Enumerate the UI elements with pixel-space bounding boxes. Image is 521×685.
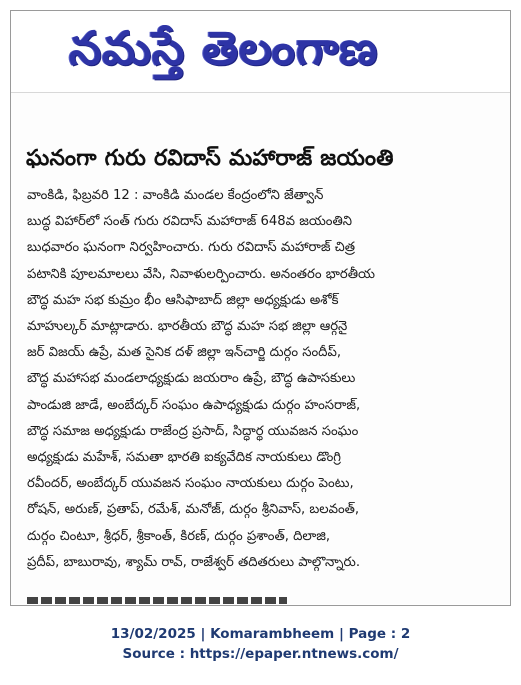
article-body-line: పాండుజి జాడే, అంబేద్కర్ సంఘం ఉపాధ్యక్షుడు దుర్గం హంసరాజ్, [27,397,361,413]
article-body-line: బుధవారం ఘనంగా నిర్వహించారు. గురు రవిదాస్ మహారాజ్ చిత్ర [27,240,356,256]
cutoff-next-headline [27,597,287,604]
footer-date-line: 13/02/2025 | Komarambheem | Page : 2 [110,626,411,642]
article-body-line: బుద్ధ విహార్‌లో సంత్ గురు రవిదాస్ మహారాజ్ 648వ జయంతిని [27,214,353,230]
article-body-line: బౌద్ధ సమాజ అధ్యక్షుడు రాజేంద్ర ప్రసాద్, సిద్ధార్థ యువజన సంఘం [27,423,359,439]
article-body-line: వాంకిడి, ఫిబ్రవరి 12 : వాంకిడి మండల కేంద్రంలోని జేత్వాన్ [27,188,324,203]
article-body-line: జర్ విజయ్ ఉప్రే, మత సైనిక దళ్ జిల్లా ఇన్‌చార్జి దుర్గం సందీప్, [27,345,342,361]
footer-date-edition-page [0,626,521,642]
article-body-line: మాహుల్కర్ మాట్లాడారు. భారతీయ బౌద్ధ మహ సభ జిల్లా ఆర్గనై [27,319,348,335]
article-body [27,183,500,576]
article-body-line: పటానికి పూలమాలలు వేసి, నివాళులర్పించారు. అనంతరం భారతీయ [27,266,375,282]
footer-source-line: Source : https://epaper.ntnews.com/ [122,646,399,662]
article-body-line: ప్రదీప్, బాబురావు, శ్యామ్ రావ్, రాజేశ్వర్ తదితరులు పాల్గొన్నారు. [27,554,361,570]
newspaper-clipping [11,11,510,604]
article-body-line: బౌద్ధ మహాసభ మండలాధ్యక్షుడు జయరాం ఉప్రే, బౌద్ధ ఉపాసకులు [27,371,356,387]
article-body-line: అధ్యక్షుడు మహేశ్, సమతా భారతి ఐక్యవేదిక నాయకులు డొంగ్రి [27,450,341,466]
article-body-line: బౌద్ధ మహ సభ కుమ్రం భీం ఆసిఫాబాద్ జిల్లా అధ్యక్షుడు అశోక్ [27,292,339,308]
article-body-line: దుర్గం చింటూ, శ్రీధర్, శ్రీకాంత్, కిరణ్, దుర్గం ప్రశాంత్, దిలాజి, [27,528,331,544]
article-body-line: రవీందర్, అంబేద్కర్ యువజన సంఘం నాయకులు దుర్గం పెంటు, [27,476,354,492]
footer-source [0,646,521,662]
newspaper-masthead-title: నమస్తే తెలంగాణ [69,21,379,75]
article-headline: ఘనంగా గురు రవిదాస్ మహారాజ్ జయంతి [26,146,394,171]
masthead [11,11,510,93]
article-body-line: రోషన్, అరుణ్, ప్రతాప్, రమేశ్, మనోజ్, దుర్గం శ్రీనివాస్, బలవంత్, [27,502,360,518]
